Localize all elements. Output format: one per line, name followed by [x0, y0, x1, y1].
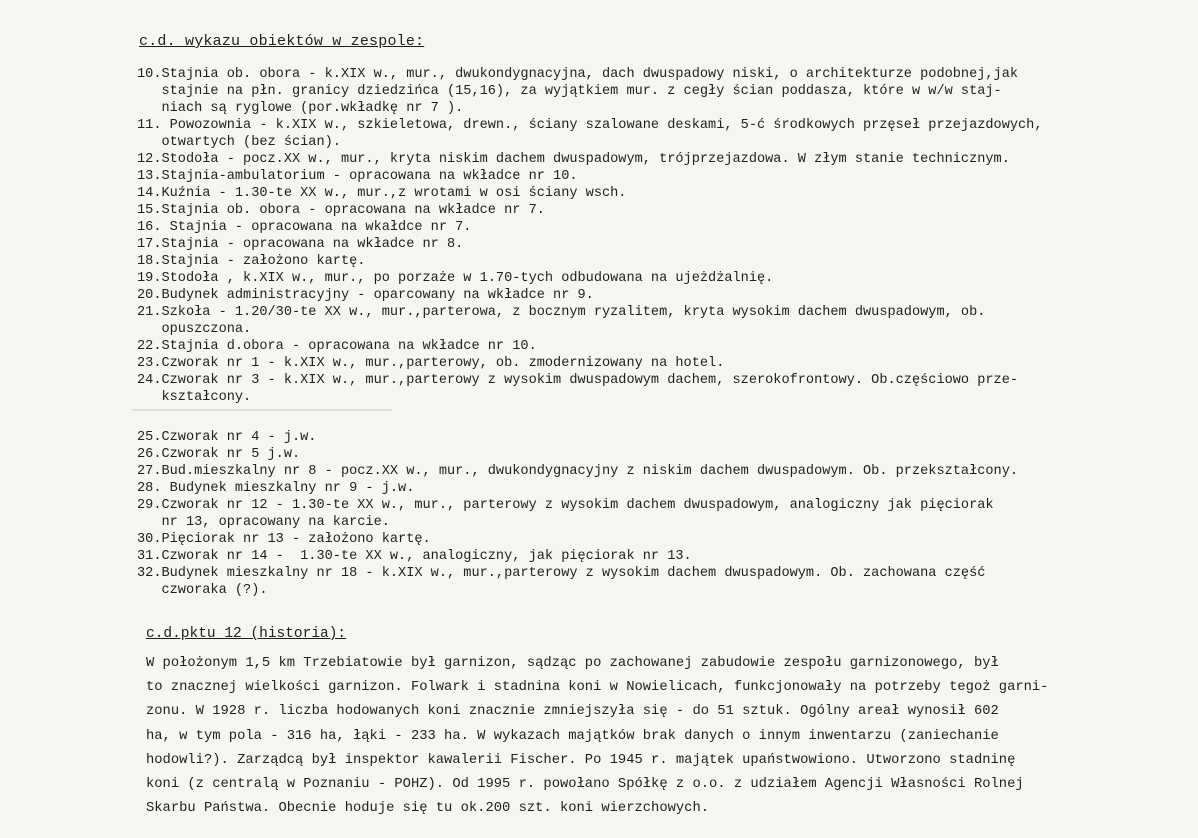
list-item — [137, 480, 1177, 497]
list-item — [137, 219, 1177, 236]
list-item — [137, 429, 1177, 446]
list-item-line: 31.Czworak nr 14 - 1.30-te XX w., analogiczny, jak pięciorak nr 13. — [137, 549, 692, 564]
history-heading: c.d.pktu 12 (historia): — [146, 626, 347, 642]
history-line: Skarbu Państwa. Obecnie hoduje się tu ok.200 szt. koni wierzchowych. — [146, 801, 710, 817]
list-item-line: 18.Stajnia - założono kartę. — [137, 254, 366, 269]
list-item — [137, 304, 1177, 338]
list-item-line: 30.Pięciorak nr 13 - założono kartę. — [137, 532, 431, 547]
stain-mark — [132, 409, 392, 419]
list-item-line: 20.Budynek administracyjny - oparcowany na wkładce nr 9. — [137, 288, 594, 303]
list-item — [137, 185, 1177, 202]
list-item-line: otwartych (bez ścian). — [137, 135, 341, 150]
list-item — [137, 151, 1177, 168]
list-item-line: 26.Czworak nr 5 j.w. — [137, 447, 301, 462]
list-item — [137, 168, 1177, 185]
list-item-line: 17.Stajnia - opracowana na wkładce nr 8. — [137, 237, 464, 252]
list-item-line: nr 13, opracowany na karcie. — [137, 515, 390, 530]
list-item — [137, 463, 1177, 480]
list-item — [137, 236, 1177, 253]
list-item-line: 29.Czworak nr 12 - 1.30-te XX w., mur., parterowy z wysokim dachem dwuspadowym, analogiczny jak pięciorak — [137, 498, 994, 513]
list-item-line: 12.Stodoła - pocz.XX w., mur., kryta niskim dachem dwuspadowym, trójprzejazdowa. W złym stanie technicznym. — [137, 152, 1010, 167]
list-item-line: 10.Stajnia ob. obora - k.XIX w., mur., dwukondygnacyjna, dach dwuspadowy niski, o architekturze podobnej,jak — [137, 67, 1019, 82]
history-line: W położonym 1,5 km Trzebiatowie był garnizon, sądząc po zachowanej zabudowie zespołu garnizonowego, był — [146, 656, 999, 671]
list-item — [137, 531, 1177, 548]
list-item-line: 15.Stajnia ob. obora - opracowana na wkładce nr 7. — [137, 203, 545, 218]
list-item — [137, 270, 1177, 287]
list-item-line: 23.Czworak nr 1 - k.XIX w., mur.,parterowy, ob. zmodernizowany na hotel. — [137, 356, 725, 371]
list-heading: c.d. wykazu obiektów w zespole: — [139, 33, 425, 50]
history-line: koni (z centralą w Poznaniu - POHZ). Od 1995 r. powołano Spółkę z o.o. z udziałem Agencji Własności Rolnej — [146, 777, 1024, 793]
object-list — [137, 66, 1177, 599]
list-item-line: 25.Czworak nr 4 - j.w. — [137, 430, 317, 445]
list-item — [137, 497, 1177, 531]
list-item-line: 22.Stajnia d.obora - opracowana na wkładce nr 10. — [137, 339, 537, 354]
list-item — [137, 117, 1177, 151]
list-item-line: kształcony. — [137, 390, 252, 405]
list-item-line: 11. Powozownia - k.XIX w., szkieletowa, drewn., ściany szalowane deskami, 5-ć środkowych przęseł przejazdowych, — [137, 118, 1043, 133]
list-item-line: 24.Czworak nr 3 - k.XIX w., mur.,parterowy z wysokim dwuspadowym dachem, szerokofrontowy. Ob.częściowo prze- — [137, 373, 1019, 388]
history-paragraph — [146, 652, 1156, 821]
list-item — [137, 202, 1177, 219]
list-item — [137, 372, 1177, 406]
list-item-line: 28. Budynek mieszkalny nr 9 - j.w. — [137, 481, 415, 496]
list-item-line: stajnie na płn. granicy dziedzińca (15,16), za wyjątkiem mur. z cegły ścian poddasza, które w w/w staj- — [137, 84, 1002, 99]
list-item — [137, 355, 1177, 372]
list-item — [137, 565, 1177, 599]
list-item — [137, 253, 1177, 270]
list-item — [137, 548, 1177, 565]
list-item — [137, 287, 1177, 304]
history-line: to znacznej wielkości garnizon. Folwark i stadnina koni w Nowielicach, funkcjonowały na potrzeby tegoż garni- — [146, 680, 1049, 696]
history-line: hodowli?). Zarządcą był inspektor kawalerii Fischer. Po 1945 r. majątek upaństwowiono. Utworzono stadninę — [146, 752, 1016, 768]
list-item-line: 32.Budynek mieszkalny nr 18 - k.XIX w., mur.,parterowy z wysokim dachem dwuspadowym. Ob. zachowana część — [137, 566, 986, 581]
history-line: zonu. W 1928 r. liczba hodowanych koni znacznie zmniejszyła się - do 51 sztuk. Ogólny areał wynosił 602 — [146, 704, 999, 720]
list-item-line: 13.Stajnia-ambulatorium - opracowana na wkładce nr 10. — [137, 169, 578, 184]
history-line: ha, w tym pola - 316 ha, łąki - 233 ha. W wykazach majątków brak danych o innym inwentarzu (zaniechanie — [146, 728, 999, 744]
list-item-line: 19.Stodoła , k.XIX w., mur., po porzaże w 1.70-tych odbudowana na ujeżdżalnię. — [137, 271, 774, 286]
list-item — [137, 446, 1177, 463]
list-item — [137, 338, 1177, 355]
list-item-line: niach są ryglowe (por.wkładkę nr 7 ). — [137, 101, 464, 116]
list-item-line: 14.Kuźnia - 1.30-te XX w., mur.,z wrotami w osi ściany wsch. — [137, 186, 627, 201]
list-item-line: 21.Szkoła - 1.20/30-te XX w., mur.,parterowa, z bocznym ryzalitem, kryta wysokim dachem dwuspadowym, ob. — [137, 305, 986, 320]
list-item — [137, 66, 1177, 117]
list-item-line: czworaka (?). — [137, 583, 268, 598]
list-item-line: 16. Stajnia - opracowana na wkałdce nr 7. — [137, 220, 472, 235]
list-item-line: 27.Bud.mieszkalny nr 8 - pocz.XX w., mur., dwukondygnacyjny z niskim dachem dwuspadowym. Ob. przekształcony. — [137, 464, 1019, 479]
list-item-line: opuszczona. — [137, 322, 252, 337]
